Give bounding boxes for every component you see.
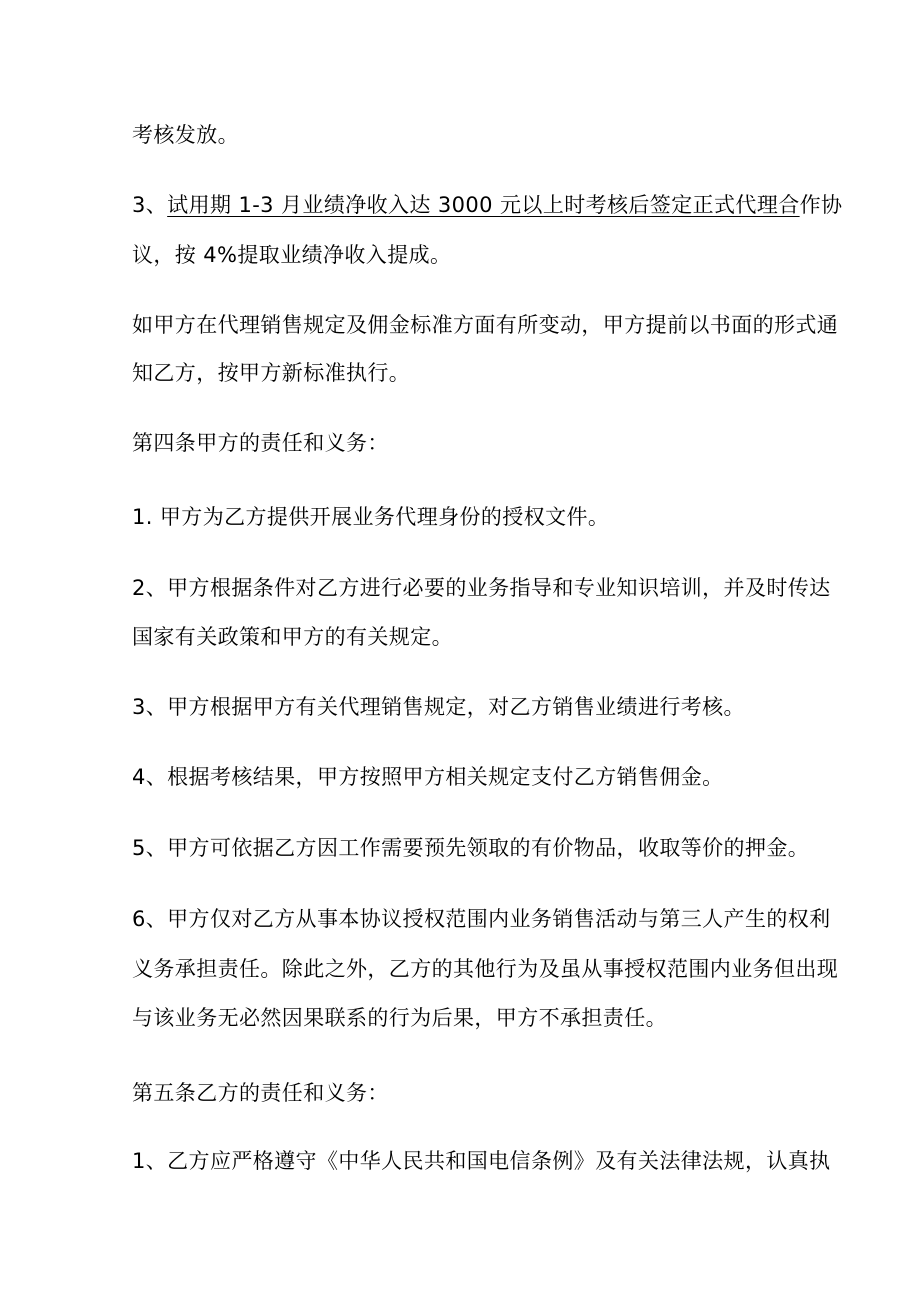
- section-heading: 第四条甲方的责任和义务：: [132, 431, 389, 455]
- list-item: 2、甲方根据条件对乙方进行必要的业务指导和专业知识培训，并及时传达: [132, 576, 831, 600]
- paragraph-text: 作协: [799, 193, 843, 217]
- paragraph-line: 如甲方在代理销售规定及佣金标准方面有所变动，甲方提前以书面的形式通: [132, 313, 839, 337]
- list-item-continuation: 与该业务无必然因果联系的行为后果，甲方不承担责任。: [132, 1006, 667, 1030]
- list-item-continuation: 国家有关政策和甲方的有关规定。: [132, 625, 453, 649]
- underlined-text: 试用期 1-3 月业绩净收入达 3000 元以上时考核后签定正式代理合: [167, 193, 800, 217]
- list-item: 1. 甲方为乙方提供开展业务代理身份的授权文件。: [132, 505, 610, 529]
- list-item: 3、甲方根据甲方有关代理销售规定，对乙方销售业绩进行考核。: [132, 695, 745, 719]
- list-item: 4、根据考核结果，甲方按照甲方相关规定支付乙方销售佣金。: [132, 765, 724, 789]
- paragraph-line: 议，按 4%提取业绩净收入提成。: [132, 243, 452, 267]
- list-item: 5、甲方可依据乙方因工作需要预先领取的有价物品，收取等价的押金。: [132, 836, 810, 860]
- list-item: 1、乙方应严格遵守《中华人民共和国电信条例》及有关法律法规，认真执: [132, 1149, 831, 1173]
- paragraph-line: 考核发放。: [132, 123, 239, 147]
- list-item: 6、甲方仅对乙方从事本协议授权范围内业务销售活动与第三人产生的权利: [132, 907, 831, 931]
- item-number: 3、: [132, 193, 168, 217]
- paragraph-line: 知乙方，按甲方新标准执行。: [132, 361, 411, 385]
- paragraph-line: [132, 190, 843, 220]
- list-item-continuation: 义务承担责任。除此之外，乙方的其他行为及虽从事授权范围内业务但出现: [132, 957, 839, 981]
- section-heading: 第五条乙方的责任和义务：: [132, 1081, 389, 1105]
